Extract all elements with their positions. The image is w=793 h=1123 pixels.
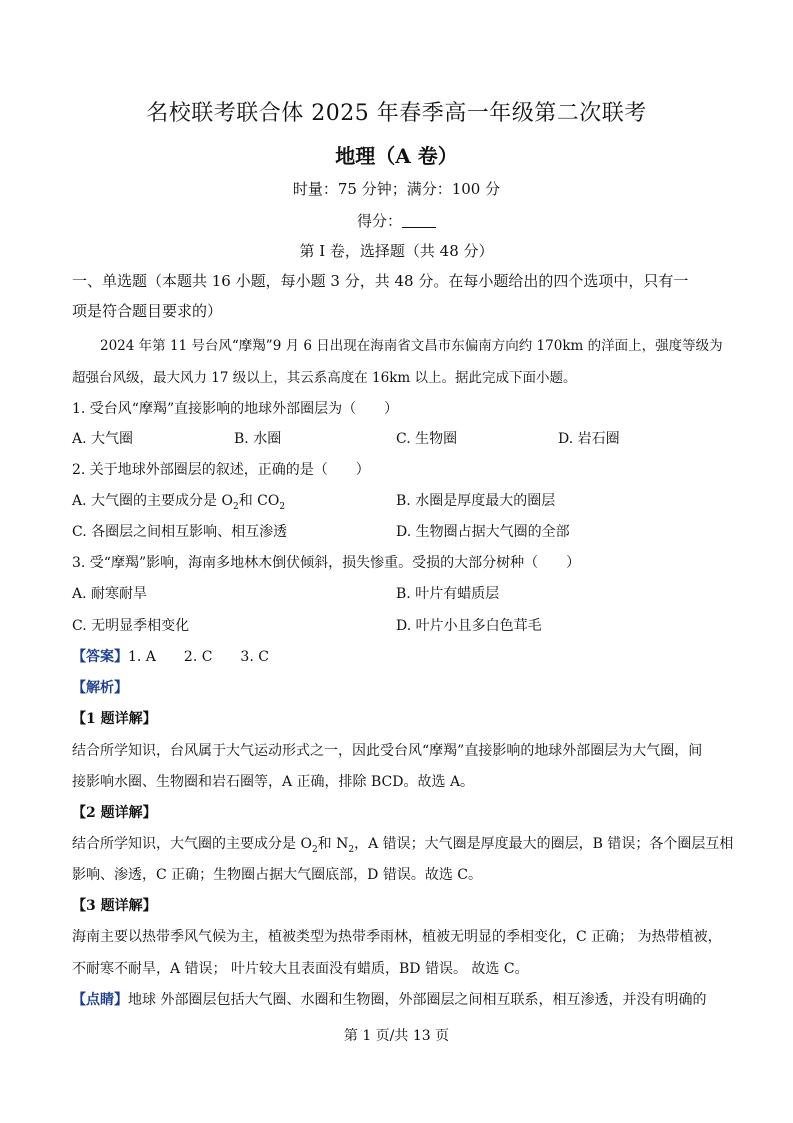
section-heading: 第 I 卷，选择题（共 48 分） bbox=[299, 242, 494, 260]
q2-detail-label: 【2 题详解】 bbox=[72, 805, 157, 821]
answer-values: 1. A 2. C 3. C bbox=[128, 649, 269, 665]
score-line bbox=[0, 210, 793, 231]
question-1-text: 1. 受台风“摩羯”直接影响的地球外部圈层为（ ） bbox=[72, 401, 399, 417]
score-blank bbox=[402, 213, 436, 228]
analysis-label: 【解析】 bbox=[72, 680, 128, 696]
stem-line-2: 超强台风级，最大风力 17 级以上，其云系高度在 16km 以上。据此完成下面小题。 bbox=[72, 370, 577, 386]
q2-option-b: B. 水圈是厚度最大的圈层 bbox=[396, 493, 556, 509]
q1-option-c: C. 生物圈 bbox=[396, 431, 458, 447]
q3-detail-label: 【3 题详解】 bbox=[72, 898, 157, 914]
q3-option-c: C. 无明显季相变化 bbox=[72, 618, 190, 634]
q2-option-d: D. 生物圈占据大气圈的全部 bbox=[396, 524, 570, 540]
tip-line bbox=[72, 989, 706, 1009]
q3-option-b: B. 叶片有蜡质层 bbox=[396, 586, 500, 602]
q1-detail-line-2: 接影响水圈、生物圈和岩石圈等，A 正确，排除 BCD。故选 A。 bbox=[72, 774, 475, 790]
q1-option-b: B. 水圈 bbox=[234, 431, 282, 447]
answer-line bbox=[72, 646, 269, 666]
instruction-line-2: 项是符合题目要求的） bbox=[72, 302, 223, 320]
answer-label: 【答案】 bbox=[72, 649, 128, 665]
exam-subtitle: 地理（A 卷） bbox=[335, 144, 458, 168]
q2-option-a: A. 大气圈的主要成分是 $O_2$和 $CO_2$ bbox=[72, 493, 286, 512]
instruction-line-1: 一、单选题（本题共 16 小题，每小题 3 分，共 48 分。在每小题给出的四个选项中，只有一 bbox=[72, 272, 689, 290]
q3-detail-line-1: 海南主要以热带季风气候为主，植被类型为热带季雨林，植被无明显的季相变化，C 正确； 为热带植被， bbox=[72, 929, 722, 945]
q3-detail-line-2: 不耐寒不耐旱，A 错误； 叶片较大且表面没有蜡质，BD 错误。 故选 C。 bbox=[72, 961, 529, 977]
q2-detail-line-1: 结合所学知识，大气圈的主要成分是 $O_2$和 $N_2$，A 错误；大气圈是厚度最大的圈层，B 错误；各个圈层互相 bbox=[72, 836, 734, 855]
exam-meta: 时量：75 分钟；满分：100 分 bbox=[292, 180, 501, 198]
q1-option-d: D. 岩石圈 bbox=[558, 431, 620, 447]
question-2-text: 2. 关于地球外部圈层的叙述，正确的是（ ） bbox=[72, 462, 370, 478]
tip-text: 地球 外部圈层包括大气圈、水圈和生物圈，外部圈层之间相互联系，相互渗透，并没有明确的 bbox=[128, 992, 707, 1008]
q1-option-a: A. 大气圈 bbox=[72, 431, 134, 447]
q2-detail-line-2: 影响、渗透，C 正确；生物圈占据大气圈底部，D 错误。故选 C。 bbox=[72, 867, 482, 883]
tip-label: 【点睛】 bbox=[72, 992, 128, 1008]
q3-option-a: A. 耐寒耐旱 bbox=[72, 586, 148, 602]
exam-title: 名校联考联合体 2025 年春季高一年级第二次联考 bbox=[146, 101, 647, 126]
q2-option-c: C. 各圈层之间相互影响、相互渗透 bbox=[72, 524, 288, 540]
q1-detail-label: 【1 题详解】 bbox=[72, 711, 157, 727]
q1-detail-line-1: 结合所学知识，台风属于大气运动形式之一，因此受台风“摩羯”直接影响的地球外部圈层为大气圈，间 bbox=[72, 743, 703, 759]
q3-option-d: D. 叶片小且多白色茸毛 bbox=[396, 618, 542, 634]
stem-line-1: 2024 年第 11 号台风“摩羯”9 月 6 日出现在海南省文昌市东偏南方向约 170km 的洋面上，强度等级为 bbox=[100, 338, 723, 354]
score-label: 得分： bbox=[356, 212, 402, 230]
page-footer: 第 1 页/共 13 页 bbox=[343, 1028, 450, 1044]
question-3-text: 3. 受“摩羯”影响，海南多地林木倒伏倾斜，损失惨重。受损的大部分树种（ ） bbox=[72, 555, 581, 571]
